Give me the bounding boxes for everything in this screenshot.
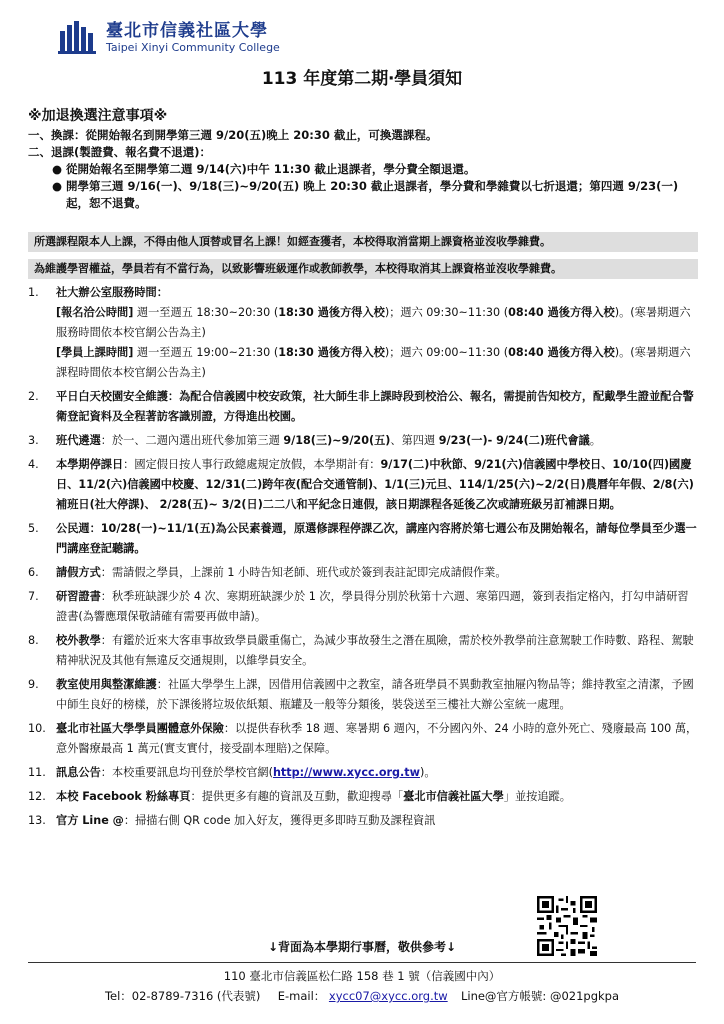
bullet-icon: ● [52, 179, 63, 193]
item-title: 社大辦公室服務時間： [56, 286, 168, 299]
school-name-en: Taipei Xinyi Community College [106, 40, 280, 54]
list-item: 6. 請假方式：需請假之學員，上課前 1 小時告知老師、班代或於簽到表註記即完成請假作業。 [28, 566, 507, 579]
notice-heading: ※加退換選注意事項※ [28, 108, 168, 124]
footer-line-id: Line@官方帳號: @021pgkpa [460, 989, 620, 1003]
rules-list [28, 283, 698, 835]
warning-band-2: 為維護學習權益，學員若有不當行為，以致影響班級運作或教師教學，本校得取消其上課資格並沒收學雜費。 [28, 259, 698, 279]
school-logo-icon [58, 19, 98, 55]
bullet-icon: ● [52, 162, 63, 176]
footer-tel: Tel：02-8789-7316 (代表號) [104, 989, 261, 1003]
list-item: 8. 校外教學：有鑑於近來大客車事故致學員嚴重傷亡，為減少事故發生之潛在風險，需於校外教學前注意駕駛工作時數、路程、駕駛精神狀況及其他有無違反交通規則，以維學員安全。 [28, 634, 694, 667]
footer-address: 110 臺北市信義區松仁路 158 巷 1 號（信義國中內） [223, 969, 501, 983]
list-item: 3. 班代遴選：於一、二週內選出班代參加第三週 9/18(三)~9/20(五)、第四週 9/23(一)- 9/24(二)班代會議。 [28, 434, 601, 447]
list-item: 10. 臺北市社區大學學員團體意外保險：以提供春秋季 18 週、寒暑期 6 週內，不分國內外、24 小時的意外死亡、殘廢最高 100 萬，意外醫療最高 1 萬元(實支實付，接受副本理賠)之保障。 [28, 722, 698, 755]
list-item: 12. 本校 Facebook 粉絲專頁：提供更多有趣的資訊及互動，歡迎搜尋「臺北市信義社區大學」並按追蹤。 [28, 790, 571, 803]
list-item: 9. 教室使用與整潔維護：社區大學學生上課，因借用信義國中之教室，請各班學員不異動教室抽屜內物品等；維持教室之清潔，予國中師生良好的榜樣，於下課後將垃圾依紙類、瓶罐及一般等分類後，裝袋送至三樓社大辦公室統一處理。 [28, 678, 694, 711]
list-item: 4. 本學期停課日：國定假日按人事行政總處規定放假，本學期計有：9/17(二)中秋節、9/21(六)信義國中學校日、10/10(四)國慶日、11/2(六)信義國中校慶、12/31(二)跨年夜(配合交通管制)、1/1(三)元旦、114/1/25(六)~2/2(日)農曆年年假、2/8(六)補班日(社大停課)、 2/28(五)~ 3/2(日)二二八和平紀念日連假，該日期課程各延後乙次或請班級另訂補課日期。 [28, 458, 694, 511]
list-item: 1. 社大辦公室服務時間： [報名洽公時間] 週一至週五 18:30~20:30 (18:30 過後方得入校)；週六 09:30~11:30 (08:40 過後方得入校)。(寒暑期週六服務時間依本校官網公告為主) [學員上課時間] 週一至週五 19:00~21:30 (18:30 過後方得入校)；週六 09:00~11:30 (08:40 過後方得入校)。(寒暑期週六課程時間依本校官網公告為主) [28, 283, 698, 383]
back-page-note: ↓背面為本學期行事曆，敬供參考↓ [267, 940, 457, 954]
list-item: 13. 官方 Line @：掃描右側 QR code 加入好友，獲得更多即時互動及課程資訊 [28, 814, 436, 827]
list-item: 2. 平日白天校園安全維護：為配合信義國中校安政策，社大師生非上課時段到校洽公、報名，需提前告知校方，配戴學生證並配合警衛登記資料及全程著訪客識別證，方得進出校園。 [28, 390, 694, 423]
school-name-zh: 臺北市信義社區大學 [106, 20, 268, 41]
notice-line-1: 一、換課：從開始報名到開學第三週 9/20(五)晚上 20:30 截止，可換選課程。 [28, 128, 438, 142]
notice-bullet-2: ● 開學第三週 9/16(一)、9/18(三)~9/20(五) 晚上 20:30 截止退課者，學分費和學雜費以七折退還；第四週 9/23(一)起，恕不退費。 [52, 179, 679, 210]
transfer-notice [28, 107, 698, 212]
list-item: 7. 研習證書：秋季班缺課少於 4 次、寒期班缺課少於 1 次，學員得分別於秋第十六週、寒第四週，簽到表指定格內，打勾申請研習證書(為響應環保敬請確有需要再做申請)。 [28, 590, 689, 623]
footer-divider [28, 962, 696, 963]
list-item: 5. 公民週：10/28(一)~11/1(五)為公民素養週，原選修課程停課乙次，講座內容將於第七週公布及開始報名，請每位學員至少選一門講座登記聽講。 [28, 522, 697, 555]
notice-line-2: 二、退課(製證費、報名費不退還)： [28, 145, 212, 159]
page-title: 113 年度第二期‧學員須知 [261, 69, 463, 89]
notice-bullet-1: ● 從開始報名至開學第二週 9/14(六)中午 11:30 截止退課者，學分費全額退還。 [52, 162, 476, 176]
school-logo [58, 17, 280, 57]
list-item: 11. 訊息公告：本校重要訊息均刊登於學校官網(http://www.xycc.org.tw)。 [28, 766, 436, 779]
office-hours: [報名洽公時間] 週一至週五 18:30~20:30 (18:30 過後方得入校)；週六 09:30~11:30 (08:40 過後方得入校)。(寒暑期週六服務時間依本校官網公告為主) [56, 306, 691, 339]
website-link[interactable]: http://www.xycc.org.tw [272, 766, 420, 779]
warning-band-1: 所選課程限本人上課，不得由他人頂替或冒名上課！如經查獲者，本校得取消當期上課資格並沒收學雜費。 [28, 232, 698, 252]
footer-email-label: E-mail： [277, 989, 326, 1003]
class-hours: [學員上課時間] 週一至週五 19:00~21:30 (18:30 過後方得入校)；週六 09:00~11:30 (08:40 過後方得入校)。(寒暑期週六課程時間依本校官網公告為主) [56, 346, 691, 379]
footer-email-link[interactable]: xycc07@xycc.org.tw [328, 989, 448, 1003]
footer-contact [0, 988, 724, 1004]
